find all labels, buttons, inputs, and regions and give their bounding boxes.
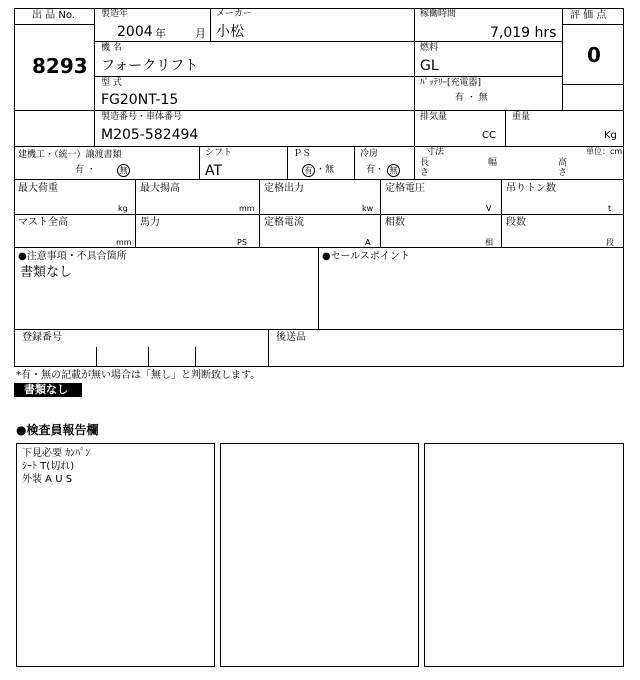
fuel-label: 燃料 — [420, 43, 439, 53]
horsepower-unit: PS — [237, 238, 247, 247]
mast-height-label: マスト全高 — [18, 217, 68, 228]
notice-text: *有・無の記載が無い場合は「無し」と判断致します。 — [16, 370, 261, 381]
divider — [414, 147, 415, 180]
model-name-value: フォークリフト — [101, 58, 199, 74]
divider — [14, 214, 624, 215]
model-name-label: 機 名 — [101, 43, 122, 53]
dim-unit: 単位：cm — [586, 147, 623, 156]
divider — [268, 329, 269, 367]
rated-voltage-label: 定格電圧 — [385, 183, 425, 194]
sales-point-label: ●セールスポイント — [322, 251, 410, 262]
rated-output-unit: kw — [362, 204, 374, 213]
inspector-line-3: 外装 A U S — [22, 474, 73, 485]
ps-yes-circled: 有 — [302, 164, 315, 177]
cool-label: 冷房 — [360, 149, 379, 159]
divider — [259, 180, 260, 248]
inspector-box-2 — [220, 443, 419, 667]
max-load-unit: kg — [118, 204, 128, 213]
year-unit: 年 — [155, 27, 166, 40]
divider — [195, 347, 196, 367]
cool-yes: 有・ — [366, 165, 385, 175]
max-load-label: 最大荷重 — [18, 183, 58, 194]
shift-label: シフト — [205, 148, 233, 158]
dim-height: 高 — [558, 158, 568, 168]
hoist-ton-unit: t — [608, 204, 612, 213]
divider — [199, 147, 200, 180]
weight-unit: Kg — [604, 130, 617, 141]
divider — [14, 24, 94, 25]
registration-frame — [14, 329, 624, 367]
caution-label: ●注意事項・不具合箇所 — [18, 251, 127, 262]
month-unit: 月 — [195, 27, 206, 40]
divider — [94, 76, 562, 77]
maker-label: メーカー — [216, 9, 252, 19]
divider — [210, 8, 211, 41]
divider — [287, 147, 288, 180]
divider — [318, 248, 319, 329]
displacement-label: 排気量 — [420, 112, 448, 122]
rated-current-unit: A — [365, 238, 371, 247]
stages-label: 段数 — [506, 217, 526, 228]
rated-current-label: 定格電流 — [264, 217, 304, 228]
lot-no-label: 出 品 No. — [32, 10, 75, 21]
divider — [414, 8, 415, 147]
dim-length: 長 — [420, 158, 430, 168]
type-value: FG20NT-15 — [101, 92, 179, 108]
divider — [94, 8, 95, 147]
weight-label: 重量 — [512, 112, 531, 122]
phase-unit: 相 — [485, 238, 493, 247]
dim-height-2: さ — [558, 168, 568, 178]
divider — [501, 180, 502, 248]
shift-value: AT — [205, 163, 223, 179]
inspector-box-3 — [424, 443, 624, 667]
serial-value: M205-582494 — [101, 127, 199, 143]
year-value: 2004 — [117, 24, 153, 40]
divider — [14, 110, 624, 111]
inspector-line-1: 下見必要 ｶﾝﾊﾟﾝ — [22, 448, 91, 459]
divider — [148, 347, 149, 367]
displacement-unit: CC — [482, 130, 496, 141]
battery-options: 有 ・ 無 — [455, 93, 488, 103]
score-label: 評 価 点 — [570, 10, 607, 21]
phase-label: 相数 — [385, 217, 405, 228]
maker-value: 小松 — [216, 24, 244, 40]
transfer-no-circled: 無 — [117, 164, 130, 177]
inspector-line-2: ｼｰﾄ T(切れ) — [22, 461, 75, 472]
transfer-label: 建機工・（統一）譲渡書類 — [18, 150, 122, 160]
transfer-yes: 有 ・ — [75, 165, 96, 175]
divider — [562, 24, 624, 25]
divider — [96, 347, 97, 367]
serial-label: 製造番号・車体番号 — [101, 112, 183, 122]
divider — [135, 180, 136, 248]
hoist-ton-label: 吊りトン数 — [506, 183, 556, 194]
dim-label: 寸法 — [426, 147, 445, 157]
dim-width: 幅 — [488, 158, 498, 168]
fuel-value: GL — [420, 58, 439, 74]
rated-output-label: 定格出力 — [264, 183, 304, 194]
divider — [380, 180, 381, 248]
stages-unit: 段 — [606, 238, 614, 247]
lot-no-value: 8293 — [32, 54, 88, 78]
ps-label: ＰＳ — [293, 149, 312, 159]
type-label: 型 式 — [101, 78, 122, 88]
no-documents-badge: 書類なし — [14, 383, 82, 397]
horsepower-label: 馬力 — [140, 217, 160, 228]
battery-label: ﾊﾞｯﾃﾘｰ[充電器] — [420, 78, 482, 88]
mast-height-unit: mm — [116, 238, 132, 247]
divider — [94, 41, 562, 42]
max-lift-label: 最大揚高 — [140, 183, 180, 194]
inspector-title: ●検査員報告欄 — [16, 423, 99, 437]
cool-no-circled: 無 — [387, 164, 400, 177]
hours-value: 7,019 hrs — [490, 25, 557, 41]
year-label: 製造年 — [101, 9, 129, 19]
score-value: 0 — [587, 43, 601, 67]
registration-label: 登録番号 — [22, 332, 62, 343]
hours-label: 稼働時間 — [420, 9, 457, 19]
max-lift-unit: mm — [239, 204, 255, 213]
divider — [505, 110, 506, 147]
attachment-label: 後送品 — [276, 332, 306, 343]
divider — [354, 147, 355, 180]
ps-no: ・無 — [316, 165, 335, 175]
rated-voltage-unit: V — [486, 204, 492, 213]
dim-length-2: さ — [420, 168, 430, 178]
divider — [562, 84, 624, 85]
caution-text: 書類なし — [20, 265, 73, 280]
